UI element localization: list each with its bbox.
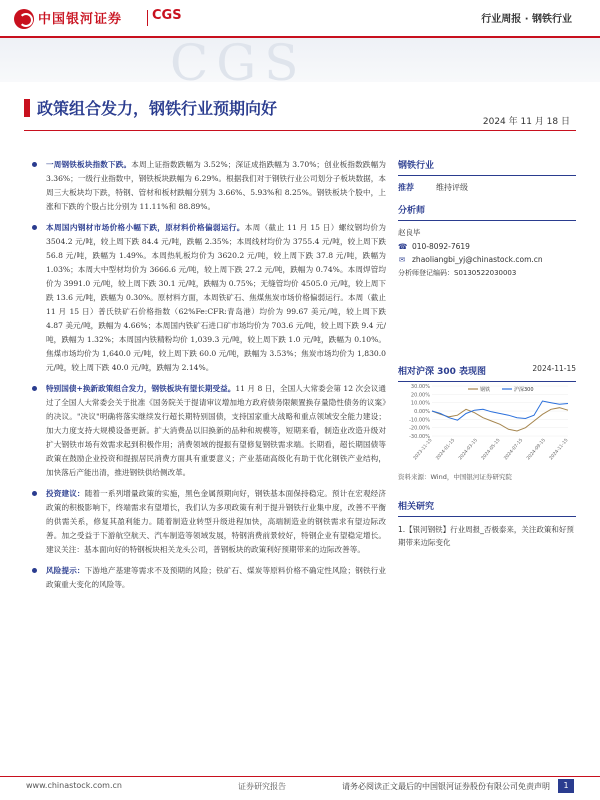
rating-value: 维持评级: [436, 183, 468, 192]
analyst-phone-row: [398, 242, 576, 251]
phone-icon: ☎: [398, 242, 408, 251]
bullet-index-performance: [30, 158, 386, 214]
bullet-heading: 投资建议：: [46, 489, 85, 498]
chart-x-tick-label: 2024-07-15: [503, 438, 525, 462]
bullet-text: 11 月 8 日，全国人大常委会第 12 次会议通过了全国人大常委会关于批准《国务院关于提请审议增加地方政府债务限额置换存量隐性债务的议案》的决议。"决议"明确将落实继续发行超长期特别国债，支持国家重大战略和重点领域安全能力建设；加大力度支持大规模设备更新。扩大消费品以旧换新的品种和规模等，短期来看，制造业改造升级对扩大钢铁市场有效需求起到积极作用；消费领域的提振有望修复钢铁需求端。长期看，超长期国债等政策在鼓励企业投资和提振居民消费方面具有重要意义；产业基础高级化有助于优化钢铁产业结构，加快落后产能出清，推进钢铁供给侧改革。: [46, 384, 386, 477]
email-icon: ✉: [398, 255, 406, 264]
analyst-heading: 分析师: [398, 203, 576, 221]
title-accent-bar: [24, 99, 30, 117]
bullet-text: 本周上证指数跌幅为 3.52%；深证成指跌幅为 3.70%；创业板指数跌幅为 3.36%；一级行业指数中，钢铁板块跌幅为 6.29%。根据我们对于钢铁行业公司划分子板块数据，本周三大板块均下跌，特钢、管材和板材跌幅分别为 3.66%、5.93%和 8.25%。钢铁板块个股中，上涨和下跌的个股占比分别为 11.11%和 88.89%。: [46, 160, 387, 211]
analyst-phone: 010-8092-7619: [412, 242, 470, 251]
bullet-heading: 特别国债+换新政策组合发力，钢铁板块有望长期受益。: [46, 384, 236, 393]
chart-date: 2024-11-15: [532, 364, 576, 373]
analyst-name: 赵良毕: [398, 228, 421, 237]
related-research-item[interactable]: 1.【银河钢铁】行业周报_否极泰来，关注政策和好预期带来边际变化: [398, 525, 574, 547]
bullet-price-trend: [30, 221, 386, 375]
watermark-text: CGS: [170, 38, 307, 82]
bullet-risk-warning: [30, 564, 386, 592]
relative-performance-chart: [398, 382, 576, 468]
logo-divider: [147, 10, 148, 26]
report-sidebar: [398, 158, 576, 549]
chart-y-tick-label: 20.00%: [410, 392, 430, 399]
page-number: 1: [558, 779, 574, 793]
chart-x-tick-label: 2024-05-15: [480, 438, 502, 462]
bullet-policy: [30, 382, 386, 480]
title-divider: [24, 130, 576, 131]
bullet-text: 下游地产基建等需求不及预期的风险；铁矿石、煤炭等原料价格不确定性风险；钢铁行业政策重大变化的风险等。: [46, 566, 386, 589]
bullet-text: 随着一系列增量政策的实施，黑色金属预期向好，钢铁基本面保持稳定。预计在宏观经济政策的积极影响下，终端需求有望增长，我们认为多项政策有利于提升钢铁行业集中度，改善不平衡的供需关系，修复其盈利能力。随着制造业转型升级进程加快，高端制造业的钢铁需求有望边际改善。加之受益于下游航空航天、汽车制造等领域发展，特钢消费前景较好，特钢企业有望稳定增长。建议关注：基本面向好的特钢板块相关龙头公司，普钢板块的政策利好预期带来的边际改善等。: [46, 489, 386, 554]
chart-header: [398, 364, 576, 382]
bullet-text: 本周（截止 11 月 15 日）螺纹钢均价为 3504.2 元/吨，较上周下跌 84.4 元/吨，跌幅 2.35%；本周线材均价为 3755.4 元/吨，较上周下跌 56.8 元/吨，跌幅为 1.49%。本周热轧板均价为 3620.2 元/吨，较上周下跌 37.8 元/吨，跌幅为 1.03%；本周大中型材均价为 3666.6 元/吨，较上周下跌 27.2 元/吨，跌幅为 0.74%。本周焊管均价为 3991.0 元/吨，较上周下跌 30.1 元/吨，跌幅为 0.75%；无缝管均价 4505.0 元/吨，较上周下跌 13.6 元/吨，跌幅为 0.30%。原材料方面，本周铁矿石、焦煤焦炭市场价格偏弱运行。本周（截止 11 月 15 日）普氏铁矿石价格指数（62%Fe:CFR:青岛港）均价为 99.67 美元/吨，较上周下跌 4.87 美元/吨，跌幅为 4.66%；本周国内铁矿石进口矿市场均价为 703.6 元/吨，较上周下跌 9.4 元/吨，跌幅为 1.32%；本周国内铁精粉均价 1,039.3 元/吨，较上周下跌 1.0 元/吨，跌幅为 0.10%。焦煤市场均价为 1,640.0 元/吨，较上周下跌 60.0 元/吨，跌幅为 3.53%；焦炭市场均价为 1,830.0 元/吨，较上周下跌 40.0 元/吨，跌幅为 2.14%。: [46, 223, 387, 372]
chart-legend-label: 沪深300: [514, 387, 534, 393]
galaxy-logo-icon: [14, 9, 34, 29]
footer-divider: [0, 776, 600, 777]
related-research-heading: 相关研究: [398, 499, 576, 517]
report-type-label: 行业周报 · 钢铁行业: [481, 14, 572, 25]
analyst-registration: 分析师登记编码：S0130522030003: [398, 269, 517, 277]
page-header: [0, 0, 600, 36]
rating-label: 推荐: [398, 183, 414, 192]
chart-y-tick-label: -30.00%: [409, 434, 430, 440]
chart-y-tick-label: 30.00%: [410, 384, 430, 390]
company-logo-en: CGS: [152, 8, 182, 23]
analyst-email[interactable]: zhaoliangbi_yj@chinastock.com.cn: [412, 255, 543, 264]
bullet-investment-advice: [30, 487, 386, 557]
chart-title: 相对沪深 300 表现图: [398, 367, 487, 377]
industry-heading: 钢铁行业: [398, 158, 576, 176]
chart-y-tick-label: 10.00%: [410, 400, 430, 407]
footer-doc-type: 证券研究报告: [238, 782, 286, 791]
report-date: 2024 年 11 月 18 日: [482, 117, 570, 127]
chart-x-tick-label: 2024-03-15: [458, 438, 479, 462]
bullet-heading: 本周国内钢材市场价格小幅下跌，原材料价格偏弱运行。: [46, 223, 245, 232]
chart-x-tick-label: 2023-11-15: [412, 438, 434, 462]
chart-source: 资料来源：Wind，中国银河证券研究院: [398, 473, 512, 481]
report-title: 政策组合发力，钢铁行业预期向好: [37, 99, 278, 118]
chart-y-tick-label: -10.00%: [409, 417, 430, 424]
bullet-heading: 风险提示：: [46, 566, 85, 575]
chart-x-tick-label: 2024-01-15: [435, 438, 457, 462]
chart-y-tick-label: 0.00%: [414, 409, 430, 415]
analyst-email-row: [398, 255, 576, 264]
bullet-heading: 一周钢铁板块指数下跌。: [46, 160, 132, 169]
chart-x-tick-label: 2024-09-15: [526, 438, 547, 462]
chart-y-tick-label: -20.00%: [409, 425, 430, 432]
footer-disclaimer: 请务必阅读正文最后的中国银河证券股份有限公司免责声明: [342, 782, 550, 791]
watermark-banner: [0, 38, 600, 82]
chart-series-line-hs300: [432, 401, 568, 420]
footer-url[interactable]: www.chinastock.com.cn: [26, 781, 122, 790]
chart-x-tick-label: 2024-11-15: [548, 438, 570, 462]
rating-row: [398, 182, 576, 193]
company-logo-text: 中国银河证券: [38, 12, 123, 27]
report-body: [30, 158, 386, 599]
chart-legend-label: 钢铁: [480, 387, 491, 393]
